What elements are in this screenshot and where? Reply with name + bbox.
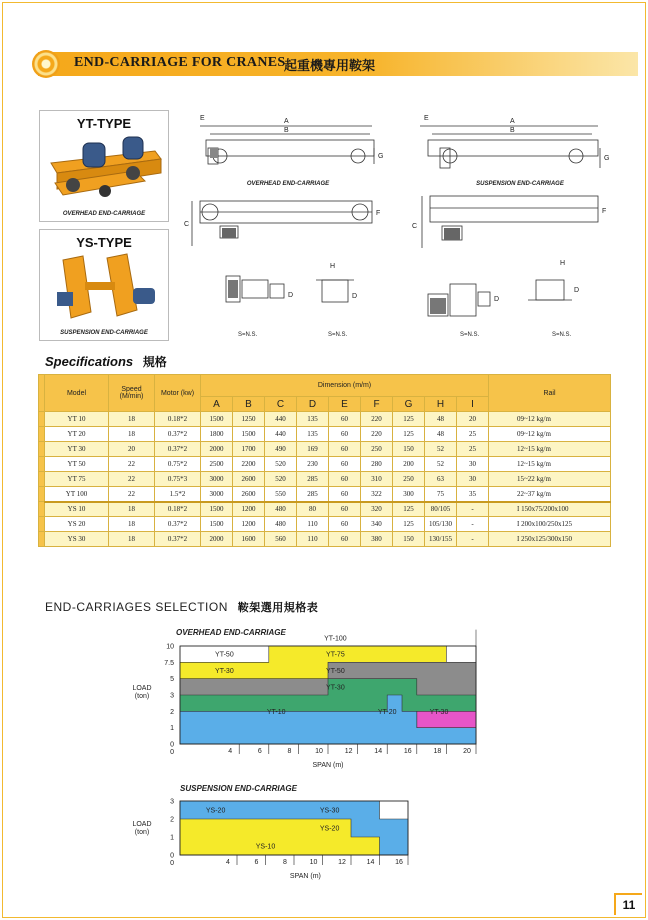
- y-axis-title-unit: (ton): [134, 829, 150, 836]
- table-cell: 230: [297, 457, 329, 472]
- col-speed: Speed (M/min): [109, 375, 155, 412]
- x-tick-label: 4: [226, 859, 230, 866]
- svg-text:C: C: [412, 223, 418, 230]
- svg-text:G: G: [378, 153, 384, 160]
- series-label: YT-10: [266, 708, 286, 716]
- svg-text:F: F: [602, 208, 607, 215]
- table-cell: 20: [109, 442, 155, 457]
- table-cell: I 200x100/250x125: [489, 517, 611, 532]
- table-cell: 20: [457, 412, 489, 427]
- table-cell: 3000: [201, 472, 233, 487]
- table-cell: -: [457, 502, 489, 517]
- table-cell: 80/105: [425, 502, 457, 517]
- table-cell: 125: [393, 502, 425, 517]
- svg-text:D: D: [288, 292, 294, 299]
- dim-col-d: D: [297, 397, 329, 412]
- table-row: [39, 487, 611, 502]
- table-cell: 18: [109, 502, 155, 517]
- table-cell: 110: [297, 532, 329, 547]
- technical-drawings: [180, 108, 620, 343]
- table-cell: I 150x75/200x100: [489, 502, 611, 517]
- sns-label: S=N.S.: [238, 332, 258, 338]
- sns-label: S=N.S.: [460, 332, 480, 338]
- svg-text:H: H: [330, 263, 336, 270]
- series-label: YT-20: [377, 708, 397, 716]
- table-cell: 48: [425, 412, 457, 427]
- y-tick-label: 7.5: [164, 659, 174, 667]
- svg-text:B: B: [284, 127, 289, 134]
- ys-carriage-illustration: [45, 252, 165, 327]
- table-cell: 1700: [233, 442, 265, 457]
- table-cell: 1200: [233, 517, 265, 532]
- table-cell: 30: [457, 457, 489, 472]
- table-cell: 200: [393, 457, 425, 472]
- x-tick-label: 20: [463, 748, 471, 755]
- table-cell: 60: [329, 427, 361, 442]
- table-cell: 60: [329, 517, 361, 532]
- table-row: [39, 442, 611, 457]
- table-cell: 490: [265, 442, 297, 457]
- table-row: [39, 412, 611, 427]
- table-cell: YT 50: [45, 457, 109, 472]
- table-cell: 80: [297, 502, 329, 517]
- table-cell: 125: [393, 517, 425, 532]
- table-cell: 520: [265, 457, 297, 472]
- table-cell: 2600: [233, 487, 265, 502]
- table-cell: 480: [265, 517, 297, 532]
- dim-col-g: G: [393, 397, 425, 412]
- specifications-heading-en: Specifications: [45, 354, 134, 369]
- table-cell: 380: [361, 532, 393, 547]
- y-tick-label: 5: [170, 676, 174, 684]
- table-cell: 0.18*2: [155, 502, 201, 517]
- table-cell: 1500: [201, 412, 233, 427]
- dim-col-c: C: [265, 397, 297, 412]
- page-number: 11: [614, 893, 642, 915]
- series-label: YS-10: [255, 843, 276, 851]
- photo-ys-type: [39, 229, 169, 341]
- table-cell: YT 100: [45, 487, 109, 502]
- table-cell: 440: [265, 412, 297, 427]
- dim-col-e: E: [329, 397, 361, 412]
- x-tick-label: 16: [395, 859, 403, 866]
- selection-heading-en: END-CARRIAGES SELECTION: [45, 600, 228, 614]
- table-cell: YS 10: [45, 502, 109, 517]
- svg-text:D: D: [574, 287, 580, 294]
- y-tick-label: 10: [166, 643, 174, 651]
- table-cell: 105/130: [425, 517, 457, 532]
- table-row: [39, 457, 611, 472]
- table-cell: 60: [329, 502, 361, 517]
- series-label: YT-100: [324, 635, 347, 643]
- series-label: YT-30: [429, 708, 449, 716]
- dim-col-a: A: [201, 397, 233, 412]
- x-tick-label: 6: [254, 859, 259, 866]
- y-tick-label: 1: [170, 834, 174, 842]
- table-cell: 220: [361, 412, 393, 427]
- table-cell: 0.37*2: [155, 517, 201, 532]
- table-cell: 110: [297, 517, 329, 532]
- dim-col-i: I: [457, 397, 489, 412]
- table-cell: 2600: [233, 472, 265, 487]
- table-cell: 2500: [201, 457, 233, 472]
- table-cell: 12~15 kg/m: [489, 457, 611, 472]
- table-cell: 125: [393, 412, 425, 427]
- table-cell: 1500: [201, 517, 233, 532]
- table-cell: 63: [425, 472, 457, 487]
- table-cell: 150: [393, 532, 425, 547]
- photo-caption: SUSPENSION END-CARRIAGE: [60, 330, 148, 336]
- chart-title-suspension: SUSPENSION END-CARRIAGE: [180, 784, 297, 793]
- page-title-cn: 起重機專用鞍架: [284, 59, 376, 74]
- table-cell: 60: [329, 487, 361, 502]
- photo-caption: OVERHEAD END-CARRIAGE: [62, 211, 146, 217]
- svg-text:A: A: [510, 118, 515, 125]
- table-cell: 130/155: [425, 532, 457, 547]
- table-cell: 30: [457, 472, 489, 487]
- suspension-selection-chart: [120, 796, 440, 881]
- dim-col-h: H: [425, 397, 457, 412]
- table-row: [39, 502, 611, 517]
- table-cell: 340: [361, 517, 393, 532]
- y-tick-label: 0: [170, 852, 174, 860]
- svg-text:D: D: [494, 296, 500, 303]
- y-tick-label: 2: [170, 816, 174, 824]
- table-row: [39, 472, 611, 487]
- table-cell: 2000: [201, 532, 233, 547]
- series-label: YT-50: [215, 651, 234, 659]
- table-cell: 18: [109, 412, 155, 427]
- table-cell: 0.37*2: [155, 442, 201, 457]
- table-cell: 75: [425, 487, 457, 502]
- table-cell: 285: [297, 472, 329, 487]
- x-tick-label: 16: [403, 748, 412, 755]
- svg-text:B: B: [510, 127, 515, 134]
- suspension-drawing-caption: SUSPENSION END-CARRIAGE: [476, 181, 564, 187]
- x-tick-label: 14: [374, 748, 383, 755]
- table-row: [39, 517, 611, 532]
- yt-carriage-illustration: [45, 133, 165, 208]
- table-cell: 22: [109, 457, 155, 472]
- table-cell: 480: [265, 502, 297, 517]
- x-tick-label: 0: [170, 860, 174, 867]
- table-cell: YT 10: [45, 412, 109, 427]
- table-cell: 250: [361, 442, 393, 457]
- y-tick-label: 1: [170, 725, 174, 733]
- sns-label: S=N.S.: [328, 332, 348, 338]
- chart-title-overhead: OVERHEAD END-CARRIAGE: [176, 628, 286, 637]
- series-label: YT-30: [215, 668, 234, 675]
- table-cell: 18: [109, 532, 155, 547]
- table-cell: 2000: [201, 442, 233, 457]
- table-cell: -: [457, 517, 489, 532]
- col-dimension: Dimension (m/m): [201, 375, 489, 397]
- sns-label: S=N.S.: [552, 332, 572, 338]
- table-cell: YS 20: [45, 517, 109, 532]
- overhead-drawing-caption: OVERHEAD END-CARRIAGE: [246, 181, 330, 187]
- table-cell: 60: [329, 412, 361, 427]
- x-tick-label: 8: [283, 859, 287, 866]
- svg-text:E: E: [424, 115, 429, 122]
- table-cell: 1500: [201, 502, 233, 517]
- series-label: YS-30: [319, 807, 340, 815]
- x-tick-label: 0: [170, 749, 174, 756]
- table-cell: 220: [361, 427, 393, 442]
- table-cell: 560: [265, 532, 297, 547]
- series-label: YT-75: [326, 651, 345, 659]
- x-tick-label: 10: [315, 748, 323, 755]
- x-axis-title: SPAN (m): [289, 873, 321, 880]
- table-cell: 1200: [233, 502, 265, 517]
- svg-text:A: A: [284, 118, 289, 125]
- overhead-selection-chart: [120, 635, 500, 775]
- table-cell: 550: [265, 487, 297, 502]
- table-cell: 15~22 kg/m: [489, 472, 611, 487]
- x-tick-label: 10: [309, 859, 318, 866]
- table-cell: 3000: [201, 487, 233, 502]
- table-cell: 22: [109, 472, 155, 487]
- x-tick-label: 18: [433, 748, 442, 755]
- x-tick-label: 12: [338, 859, 346, 866]
- svg-text:G: G: [604, 155, 610, 162]
- y-tick-label: 3: [170, 692, 174, 700]
- specifications-heading-cn: 規格: [142, 355, 167, 369]
- y-axis-title-unit: (ton): [134, 693, 150, 700]
- dim-col-b: B: [233, 397, 265, 412]
- page-title: END-CARRIAGE FOR CRANES: [74, 55, 286, 70]
- table-cell: 169: [297, 442, 329, 457]
- series-label: YT-30: [326, 684, 345, 692]
- table-cell: 310: [361, 472, 393, 487]
- table-cell: YS 30: [45, 532, 109, 547]
- table-cell: 22~37 kg/m: [489, 487, 611, 502]
- svg-text:C: C: [184, 221, 190, 228]
- table-cell: 09~12 kg/m: [489, 412, 611, 427]
- table-cell: 25: [457, 427, 489, 442]
- table-cell: 285: [297, 487, 329, 502]
- table-cell: 440: [265, 427, 297, 442]
- y-axis-title: LOAD: [132, 685, 152, 692]
- x-tick-label: 12: [344, 748, 353, 755]
- table-cell: 60: [329, 532, 361, 547]
- table-cell: 300: [393, 487, 425, 502]
- table-cell: 1600: [233, 532, 265, 547]
- svg-text:D: D: [352, 293, 358, 300]
- series-label: YS-20: [205, 807, 226, 815]
- series-label: YT-50: [326, 668, 345, 675]
- table-cell: 280: [361, 457, 393, 472]
- y-axis-title: LOAD: [132, 821, 152, 828]
- table-row: [39, 532, 611, 547]
- svg-text:F: F: [376, 210, 381, 217]
- col-model: Model: [45, 375, 109, 412]
- table-cell: 18: [109, 517, 155, 532]
- table-cell: 48: [425, 427, 457, 442]
- x-axis-title: SPAN (m): [312, 762, 344, 769]
- table-cell: 52: [425, 457, 457, 472]
- table-cell: 60: [329, 457, 361, 472]
- header-emblem-icon: [32, 50, 60, 78]
- photo-type-label: YS-TYPE: [76, 235, 132, 250]
- table-cell: 35: [457, 487, 489, 502]
- dim-col-f: F: [361, 397, 393, 412]
- table-cell: 1.5*2: [155, 487, 201, 502]
- col-rail: Rail: [489, 375, 611, 412]
- table-cell: 1500: [233, 427, 265, 442]
- col-motor: Motor (kw): [155, 375, 201, 412]
- table-cell: 0.37*2: [155, 532, 201, 547]
- x-tick-label: 8: [287, 748, 292, 755]
- table-cell: 12~15 kg/m: [489, 442, 611, 457]
- table-cell: YT 30: [45, 442, 109, 457]
- y-tick-label: 2: [170, 708, 174, 716]
- table-cell: 135: [297, 412, 329, 427]
- table-cell: 125: [393, 427, 425, 442]
- series-label: YS-20: [319, 825, 340, 833]
- table-cell: 520: [265, 472, 297, 487]
- photo-yt-type: [39, 110, 169, 222]
- table-cell: I 250x125/300x150: [489, 532, 611, 547]
- table-cell: 322: [361, 487, 393, 502]
- x-tick-label: 4: [228, 748, 233, 755]
- svg-text:E: E: [200, 115, 205, 122]
- svg-text:H: H: [560, 260, 566, 267]
- table-cell: 0.37*2: [155, 427, 201, 442]
- specifications-heading: [45, 353, 167, 370]
- table-cell: 52: [425, 442, 457, 457]
- table-cell: 1250: [233, 412, 265, 427]
- table-cell: 60: [329, 472, 361, 487]
- table-cell: 25: [457, 442, 489, 457]
- table-cell: 150: [393, 442, 425, 457]
- table-cell: 0.75*2: [155, 457, 201, 472]
- table-cell: -: [457, 532, 489, 547]
- table-cell: 0.75*3: [155, 472, 201, 487]
- selection-heading-cn: 鞍架選用規格表: [237, 601, 319, 614]
- table-cell: 135: [297, 427, 329, 442]
- x-tick-label: 14: [366, 859, 375, 866]
- table-cell: 60: [329, 442, 361, 457]
- selection-heading: [45, 599, 318, 615]
- table-cell: 22: [109, 487, 155, 502]
- photo-type-label: YT-TYPE: [76, 116, 132, 131]
- table-cell: 320: [361, 502, 393, 517]
- table-row: [39, 427, 611, 442]
- specifications-table: [38, 374, 611, 547]
- table-cell: 250: [393, 472, 425, 487]
- table-cell: YT 75: [45, 472, 109, 487]
- table-cell: 0.18*2: [155, 412, 201, 427]
- y-tick-label: 3: [170, 798, 174, 806]
- table-cell: 09~12 kg/m: [489, 427, 611, 442]
- table-cell: YT 20: [45, 427, 109, 442]
- x-tick-label: 6: [257, 748, 262, 755]
- y-tick-label: 0: [170, 741, 174, 749]
- table-cell: 2200: [233, 457, 265, 472]
- table-cell: 18: [109, 427, 155, 442]
- table-cell: 1800: [201, 427, 233, 442]
